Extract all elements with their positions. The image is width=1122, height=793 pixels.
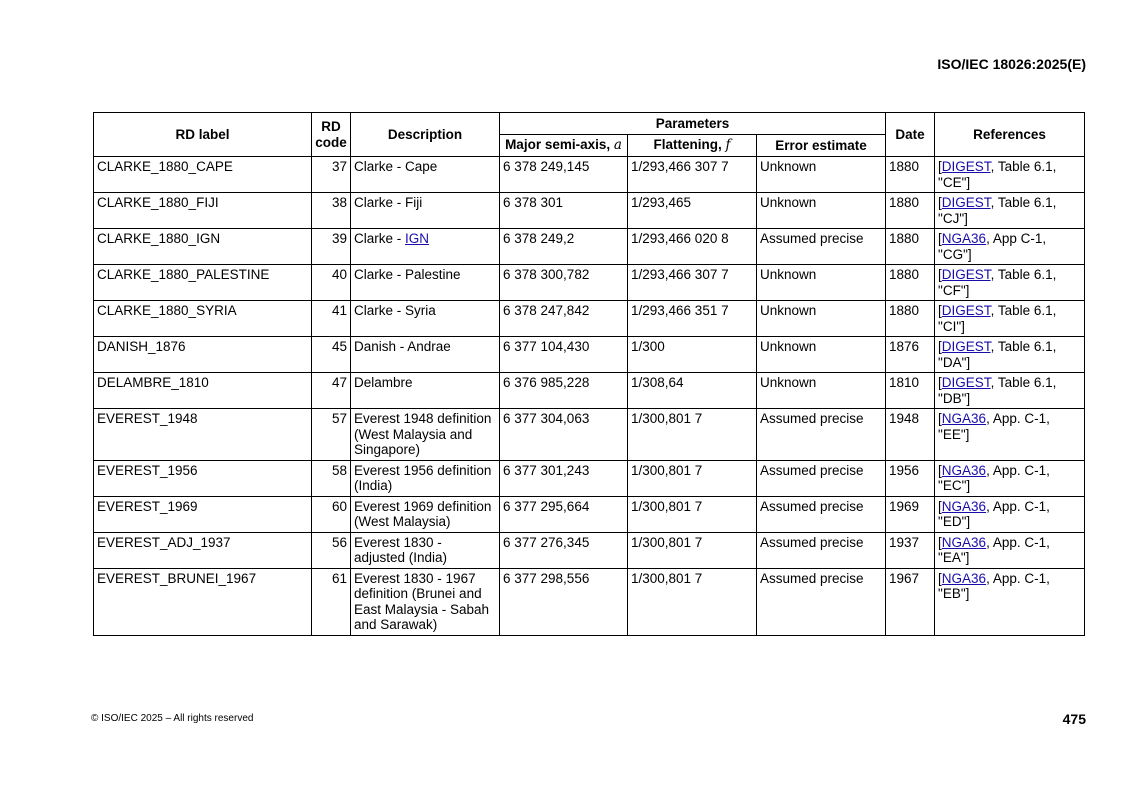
reference-link-digest[interactable]: DIGEST [941, 267, 991, 282]
cell-date: 1880 [886, 193, 935, 229]
cell-error-estimate: Unknown [757, 337, 886, 373]
cell-error-estimate: Assumed precise [757, 229, 886, 265]
cell-error-estimate: Unknown [757, 265, 886, 301]
ref-bracket: [ [938, 462, 942, 478]
cell-date: 1880 [886, 301, 935, 337]
cell-major-semi-axis: 6 377 298,556 [500, 568, 628, 635]
cell-flattening: 1/300,801 7 [628, 460, 757, 496]
ref-bracket: [ [938, 534, 942, 550]
cell-date: 1880 [886, 265, 935, 301]
cell-rd-code: 45 [312, 337, 351, 373]
cell-rd-code: 61 [312, 568, 351, 635]
cell-rd-code: 60 [312, 496, 351, 532]
cell-rd-label: EVEREST_1969 [94, 496, 312, 532]
cell-flattening: 1/308,64 [628, 373, 757, 409]
description-text: Everest 1956 definition (India) [354, 462, 492, 493]
cell-error-estimate: Assumed precise [757, 532, 886, 568]
ref-bracket: [ [938, 267, 942, 282]
description-text: Everest 1830 - adjusted (India) [354, 534, 448, 565]
cell-error-estimate: Unknown [757, 373, 886, 409]
cell-rd-label: CLARKE_1880_SYRIA [94, 301, 312, 337]
table-header-row [94, 113, 1085, 135]
ref-detail: , Table 6.1, "CI"] [938, 303, 1057, 334]
major-semi-axis-symbol: a [613, 137, 622, 154]
ref-bracket: [ [938, 303, 942, 318]
cell-major-semi-axis: 6 378 249,145 [500, 157, 628, 193]
ref-bracket: [ [938, 570, 942, 586]
cell-description [351, 496, 500, 532]
cell-error-estimate: Unknown [757, 157, 886, 193]
cell-date: 1880 [886, 229, 935, 265]
cell-description [351, 193, 500, 229]
reference-link-digest[interactable]: DIGEST [941, 375, 991, 390]
cell-major-semi-axis: 6 378 301 [500, 193, 628, 229]
table-row [94, 157, 1085, 193]
table-row [94, 568, 1085, 635]
cell-date: 1948 [886, 409, 935, 461]
cell-error-estimate: Unknown [757, 193, 886, 229]
page-number: 475 [1062, 711, 1086, 727]
ref-bracket: [ [938, 159, 942, 174]
table-row [94, 229, 1085, 265]
ref-detail: , App. C-1, "EB"] [938, 570, 1050, 601]
cell-rd-label: EVEREST_1956 [94, 460, 312, 496]
cell-description [351, 229, 500, 265]
cell-description [351, 409, 500, 461]
cell-references [935, 496, 1085, 532]
cell-rd-code: 37 [312, 157, 351, 193]
description-text: Everest 1948 definition (West Malaysia and Singapore) [354, 411, 492, 457]
ref-bracket: [ [938, 231, 942, 246]
cell-rd-code: 57 [312, 409, 351, 461]
description-text: Clarke - Syria [354, 303, 436, 318]
ref-bracket: [ [938, 411, 942, 426]
reference-datum-table [93, 112, 1085, 636]
cell-description [351, 337, 500, 373]
cell-flattening: 1/300,801 7 [628, 496, 757, 532]
reference-link-nga36[interactable]: NGA36 [941, 231, 987, 246]
reference-link-digest[interactable]: DIGEST [941, 195, 991, 210]
col-header-major-semi-axis [500, 135, 628, 157]
col-header-rd-label: RD label [94, 113, 312, 157]
description-text: Delambre [354, 375, 413, 390]
cell-rd-label: DELAMBRE_1810 [94, 373, 312, 409]
description-text: Clarke - Fiji [354, 195, 423, 210]
cell-description [351, 265, 500, 301]
table-row [94, 532, 1085, 568]
reference-link-nga36[interactable]: NGA36 [941, 462, 987, 478]
cell-references [935, 568, 1085, 635]
cell-description [351, 532, 500, 568]
table-row [94, 301, 1085, 337]
cell-rd-code: 58 [312, 460, 351, 496]
col-header-rd-code [312, 113, 351, 157]
cell-major-semi-axis: 6 377 295,664 [500, 496, 628, 532]
footer-copyright: © ISO/IEC 2025 – All rights reserved [91, 713, 254, 724]
ref-detail: , App. C-1, "EA"] [938, 534, 1050, 565]
ref-detail: , Table 6.1, "CJ"] [938, 195, 1057, 226]
cell-rd-label: CLARKE_1880_PALESTINE [94, 265, 312, 301]
reference-link-nga36[interactable]: NGA36 [941, 534, 987, 550]
ref-detail: , App. C-1, "EE"] [938, 411, 1050, 442]
cell-description [351, 373, 500, 409]
description-text: Clarke - Palestine [354, 267, 461, 282]
table-row [94, 265, 1085, 301]
col-header-date: Date [886, 113, 935, 157]
cell-major-semi-axis: 6 378 249,2 [500, 229, 628, 265]
cell-date: 1810 [886, 373, 935, 409]
cell-rd-code: 38 [312, 193, 351, 229]
cell-flattening: 1/293,466 020 8 [628, 229, 757, 265]
table-body [94, 157, 1085, 636]
major-semi-axis-label: Major semi-axis, [505, 137, 611, 153]
cell-rd-label: EVEREST_ADJ_1937 [94, 532, 312, 568]
cell-date: 1967 [886, 568, 935, 635]
cell-rd-label: CLARKE_1880_FIJI [94, 193, 312, 229]
ref-detail: , App. C-1, "EC"] [938, 462, 1050, 493]
table-row [94, 496, 1085, 532]
cell-flattening: 1/293,465 [628, 193, 757, 229]
flattening-symbol: f [725, 137, 731, 154]
cell-references [935, 301, 1085, 337]
cell-rd-label: DANISH_1876 [94, 337, 312, 373]
description-text: Clarke - [354, 231, 406, 246]
cell-references [935, 265, 1085, 301]
reference-link-nga36[interactable]: NGA36 [941, 498, 987, 514]
cell-rd-code: 47 [312, 373, 351, 409]
cell-description [351, 157, 500, 193]
table-row [94, 460, 1085, 496]
cell-rd-label: CLARKE_1880_CAPE [94, 157, 312, 193]
cell-rd-code: 41 [312, 301, 351, 337]
cell-error-estimate: Assumed precise [757, 460, 886, 496]
cell-flattening: 1/300,801 7 [628, 568, 757, 635]
cell-references [935, 193, 1085, 229]
cell-description [351, 460, 500, 496]
cell-error-estimate: Unknown [757, 301, 886, 337]
ref-detail: , App. C-1, "ED"] [938, 498, 1050, 529]
ref-detail: , Table 6.1, "CF"] [938, 267, 1057, 298]
description-text: Everest 1969 definition (West Malaysia) [354, 498, 492, 529]
ref-bracket: [ [938, 498, 942, 514]
cell-references [935, 409, 1085, 461]
table-row [94, 373, 1085, 409]
cell-description [351, 568, 500, 635]
table-row [94, 193, 1085, 229]
cell-major-semi-axis: 6 377 104,430 [500, 337, 628, 373]
description-text: Clarke - Cape [354, 159, 438, 174]
ref-detail: , App C-1, "CG"] [938, 231, 1047, 262]
document-header-standard: ISO/IEC 18026:2025(E) [937, 56, 1086, 72]
cell-major-semi-axis: 6 377 276,345 [500, 532, 628, 568]
table-row [94, 337, 1085, 373]
col-header-references: References [935, 113, 1085, 157]
cell-flattening: 1/293,466 307 7 [628, 157, 757, 193]
ref-detail: , Table 6.1, "DA"] [938, 339, 1057, 370]
cell-major-semi-axis: 6 376 985,228 [500, 373, 628, 409]
cell-rd-label: EVEREST_1948 [94, 409, 312, 461]
cell-date: 1876 [886, 337, 935, 373]
cell-error-estimate: Assumed precise [757, 496, 886, 532]
cell-major-semi-axis: 6 378 247,842 [500, 301, 628, 337]
cell-rd-code: 40 [312, 265, 351, 301]
ref-detail: , Table 6.1, "DB"] [938, 375, 1057, 406]
ref-bracket: [ [938, 339, 942, 354]
cell-references [935, 157, 1085, 193]
ref-detail: , Table 6.1, "CE"] [938, 159, 1057, 190]
rd-code-line1: RD [321, 119, 341, 134]
cell-date: 1880 [886, 157, 935, 193]
cell-flattening: 1/300,801 7 [628, 409, 757, 461]
cell-rd-label: EVEREST_BRUNEI_1967 [94, 568, 312, 635]
reference-link-nga36[interactable]: NGA36 [941, 570, 987, 586]
flattening-label: Flattening, [653, 137, 722, 153]
reference-link-nga36[interactable]: NGA36 [941, 411, 987, 426]
cell-flattening: 1/293,466 351 7 [628, 301, 757, 337]
cell-rd-label: CLARKE_1880_IGN [94, 229, 312, 265]
cell-references [935, 532, 1085, 568]
cell-major-semi-axis: 6 377 301,243 [500, 460, 628, 496]
cell-references [935, 373, 1085, 409]
description-link-ign[interactable]: IGN [405, 231, 430, 246]
cell-error-estimate: Assumed precise [757, 568, 886, 635]
reference-link-digest[interactable]: DIGEST [941, 339, 991, 354]
cell-references [935, 460, 1085, 496]
description-text: Danish - Andrae [354, 339, 451, 354]
cell-references [935, 337, 1085, 373]
col-header-flattening [628, 135, 757, 157]
table-row [94, 409, 1085, 461]
cell-references [935, 229, 1085, 265]
col-header-error-estimate: Error estimate [757, 135, 886, 157]
col-header-parameters: Parameters [500, 113, 886, 135]
cell-date: 1969 [886, 496, 935, 532]
description-text: Everest 1830 - 1967 definition (Brunei and East Malaysia - Sabah and Sarawak) [354, 570, 490, 632]
rd-code-line2: code [315, 134, 347, 150]
ref-bracket: [ [938, 195, 942, 210]
cell-rd-code: 56 [312, 532, 351, 568]
cell-date: 1956 [886, 460, 935, 496]
cell-major-semi-axis: 6 377 304,063 [500, 409, 628, 461]
cell-rd-code: 39 [312, 229, 351, 265]
cell-flattening: 1/300,801 7 [628, 532, 757, 568]
cell-flattening: 1/293,466 307 7 [628, 265, 757, 301]
cell-major-semi-axis: 6 378 300,782 [500, 265, 628, 301]
cell-error-estimate: Assumed precise [757, 409, 886, 461]
ref-bracket: [ [938, 375, 942, 390]
col-header-description: Description [351, 113, 500, 157]
cell-date: 1937 [886, 532, 935, 568]
cell-flattening: 1/300 [628, 337, 757, 373]
reference-link-digest[interactable]: DIGEST [941, 303, 991, 318]
cell-description [351, 301, 500, 337]
reference-link-digest[interactable]: DIGEST [941, 159, 991, 174]
